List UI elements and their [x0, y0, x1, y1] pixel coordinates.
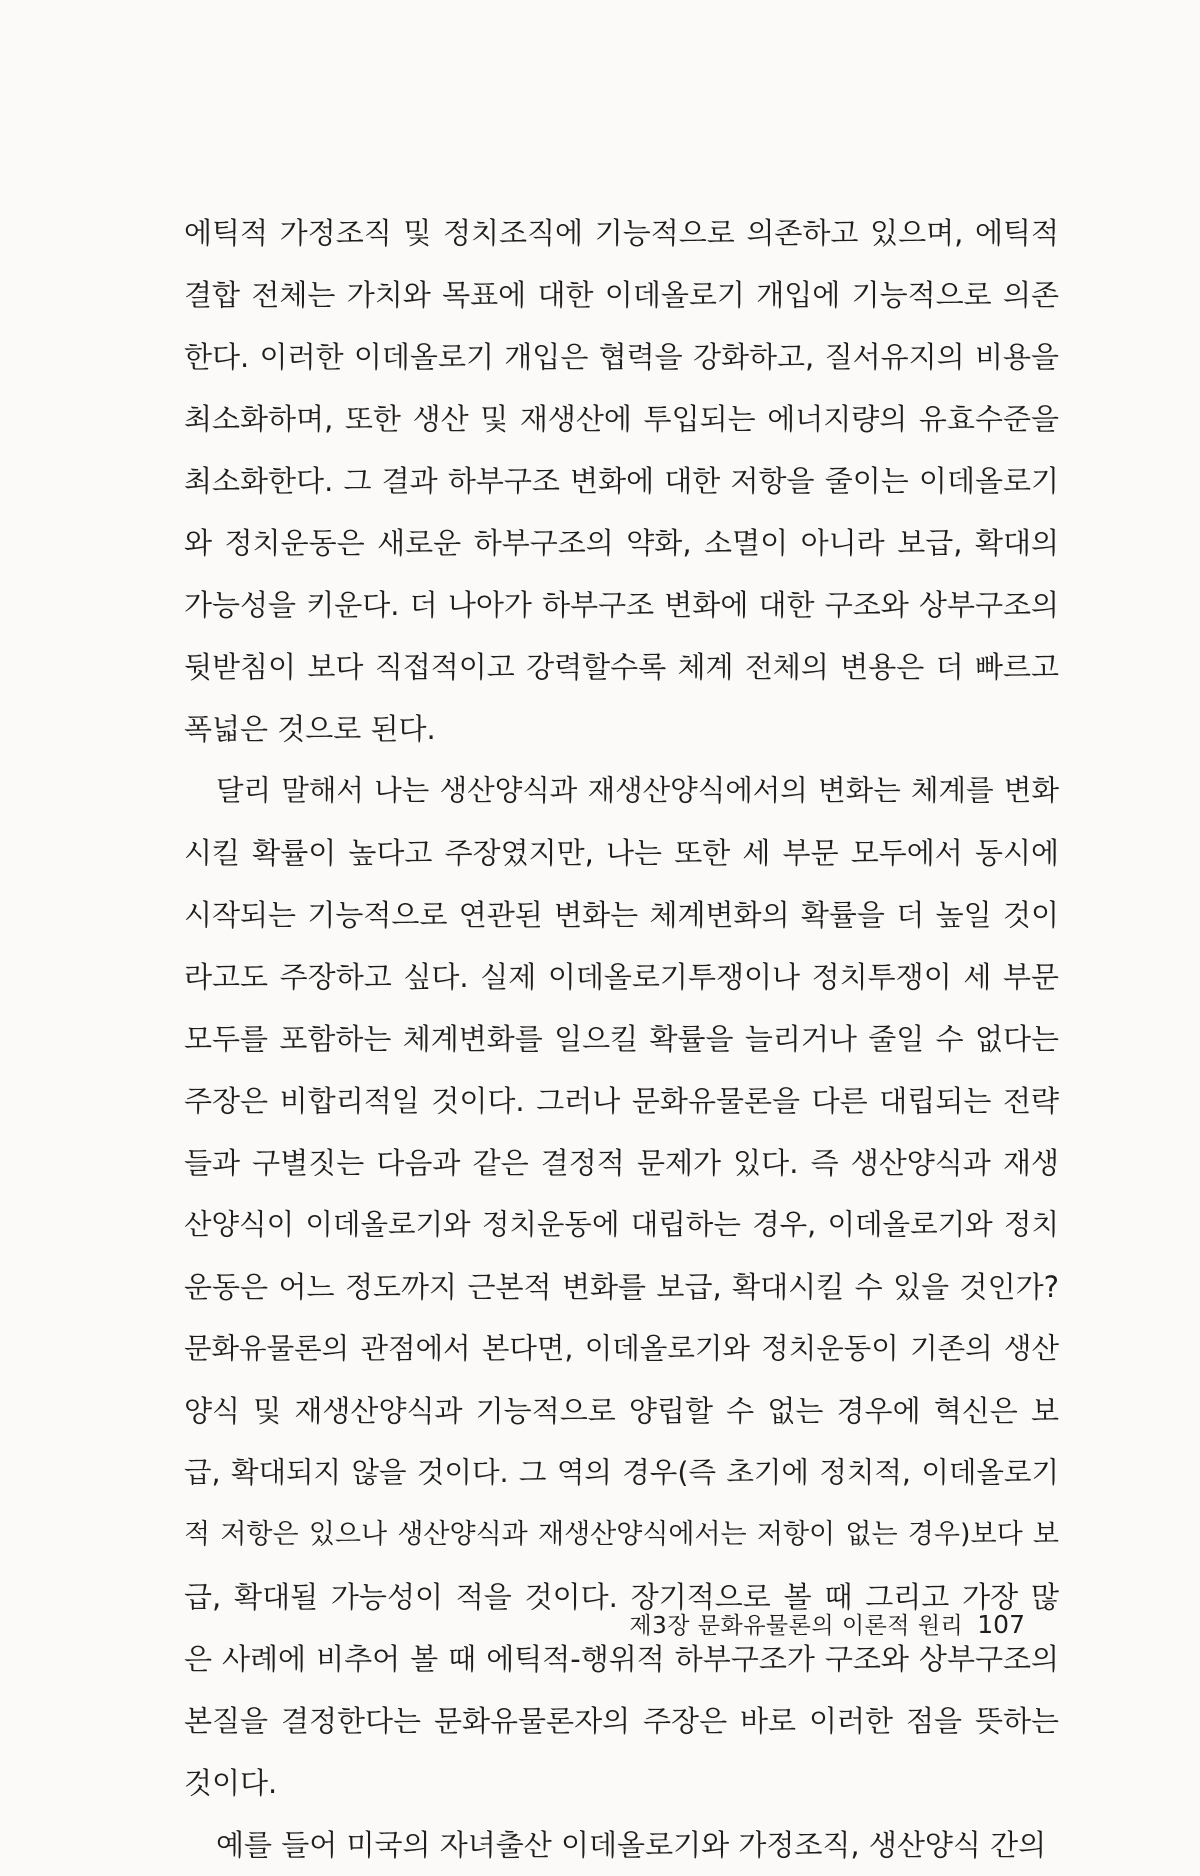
text-line: 문화유물론의 관점에서 본다면, 이데올로기와 정치운동이 기존의 생산	[184, 1332, 1059, 1365]
text-line: 들과 구별짓는 다음과 같은 결정적 문제가 있다. 즉 생산양식과 재생	[184, 1146, 1059, 1180]
paragraph	[184, 202, 1059, 760]
page-number: 107	[977, 1610, 1025, 1639]
text-line: 최소화하며, 또한 생산 및 재생산에 투입되는 에너지량의 유효수준을	[184, 402, 1059, 436]
text-line: 와 정치운동은 새로운 하부구조의 약화, 소멸이 아니라 보급, 확대의	[184, 526, 1059, 560]
text-line: 산양식이 이데올로기와 정치운동에 대립하는 경우, 이데올로기와 정치	[184, 1208, 1059, 1241]
text-line: 것이다.	[184, 1766, 278, 1800]
chapter-title: 제3장 문화유물론의 이론적 원리	[629, 1613, 964, 1639]
text-line: 급, 확대되지 않을 것이다. 그 역의 경우(즉 초기에 정치적, 이데올로기	[184, 1456, 1059, 1489]
text-line: 달리 말해서 나는 생산양식과 재생산양식에서의 변화는 체계를 변화	[216, 774, 1059, 807]
text-line: 시킬 확률이 높다고 주장였지만, 나는 또한 세 부문 모두에서 동시에	[184, 836, 1059, 870]
text-line: 은 사례에 비추어 볼 때 에틱적-행위적 하부구조가 구조와 상부구조의	[184, 1642, 1059, 1676]
text-line: 뒷받침이 보다 직접적이고 강력할수록 체계 전체의 변용은 더 빠르고	[184, 650, 1059, 684]
paragraph	[184, 760, 1059, 1814]
text-line: 결합 전체는 가치와 목표에 대한 이데올로기 개입에 기능적으로 의존	[184, 278, 1059, 312]
text-line: 예를 들어 미국의 자녀출산 이데올로기와 가정조직, 생산양식 간의	[216, 1828, 1047, 1862]
text-line: 급, 확대될 가능성이 적을 것이다. 장기적으로 볼 때 그리고 가장 많	[184, 1580, 1059, 1614]
text-line: 가능성을 키운다. 더 나아가 하부구조 변화에 대한 구조와 상부구조의	[184, 588, 1059, 622]
text-line: 주장은 비합리적일 것이다. 그러나 문화유물론을 다른 대립되는 전략	[184, 1084, 1059, 1118]
text-line: 최소화한다. 그 결과 하부구조 변화에 대한 저항을 줄이는 이데올로기	[184, 464, 1059, 498]
text-line: 본질을 결정한다는 문화유물론자의 주장은 바로 이러한 점을 뜻하는	[184, 1704, 1059, 1738]
text-line: 라고도 주장하고 싶다. 실제 이데올로기투쟁이나 정치투쟁이 세 부문	[184, 960, 1059, 994]
text-line: 한다. 이러한 이데올로기 개입은 협력을 강화하고, 질서유지의 비용을	[184, 340, 1059, 374]
text-line: 양식 및 재생산양식과 기능적으로 양립할 수 없는 경우에 혁신은 보	[184, 1394, 1059, 1428]
text-line: 모두를 포함하는 체계변화를 일으킬 확률을 늘리거나 줄일 수 없다는	[184, 1022, 1059, 1056]
paragraph	[184, 1814, 1059, 1876]
text-line: 시작되는 기능적으로 연관된 변화는 체계변화의 확률을 더 높일 것이	[184, 898, 1059, 932]
text-line: 적 저항은 있으나 생산양식과 재생산양식에서는 저항이 없는 경우)보다 보	[184, 1519, 1059, 1550]
text-line: 폭넓은 것으로 된다.	[184, 712, 436, 746]
text-line: 에틱적 가정조직 및 정치조직에 기능적으로 의존하고 있으며, 에틱적	[184, 216, 1059, 250]
page-footer	[629, 1607, 1025, 1640]
text-line: 운동은 어느 정도까지 근본적 변화를 보급, 확대시킬 수 있을 것인가?	[184, 1270, 1059, 1304]
